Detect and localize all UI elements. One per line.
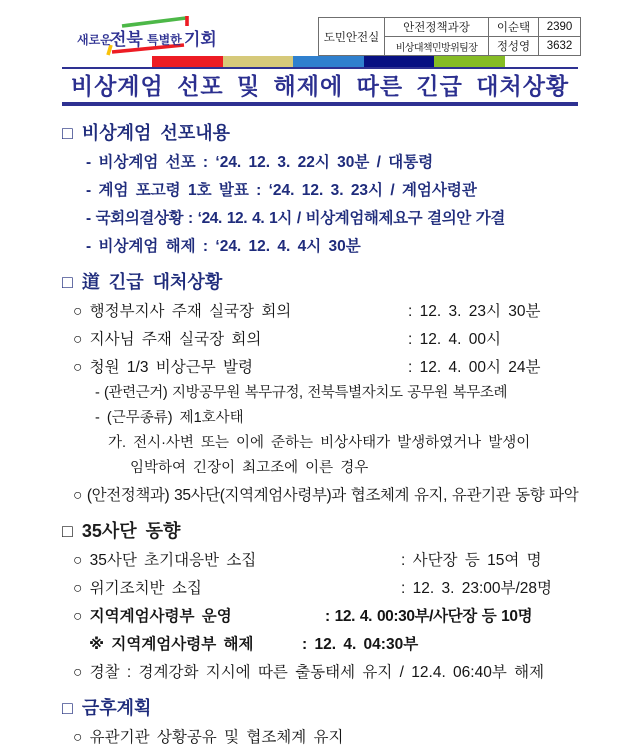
list-item (62, 152, 578, 173)
list-item-text: - 계엄 포고령 1호 발표 : ‘24. 12. 3. 23시 / 계엄사령관 (86, 182, 477, 199)
list-item (62, 485, 578, 506)
list-item-value: : 12. 3. 23:00부/28명 (401, 580, 552, 597)
list-item (62, 578, 578, 599)
list-item (62, 301, 578, 322)
list-item-text: 가. 전시·사변 또는 이에 준하는 비상사태가 발생하였거나 발생이 (108, 435, 531, 451)
list-item-value: : 사단장 등 15여 명 (401, 552, 542, 569)
colorbar-segment (434, 56, 505, 67)
list-item-value: : 12. 4. 00시 24분 (408, 359, 541, 376)
list-item-text: - 국회의결상황 : ‘24. 12. 4. 1시 / 비상계엄해제요구 결의안 가결 (86, 210, 505, 227)
section-heading: □ 35사단 동향 (62, 521, 181, 541)
title-block (62, 56, 578, 106)
logo-text-4: 기회 (184, 30, 217, 49)
list-item-value: : 12. 4. 00시 (408, 331, 501, 348)
contact-table (318, 17, 580, 56)
list-item (62, 727, 578, 748)
logo-text-3: 특별한 (147, 33, 182, 47)
list-subitem (62, 384, 578, 403)
list-item (62, 357, 578, 378)
list-item (62, 180, 578, 201)
contact-title-2: 비상대책민방위팀장 (385, 37, 489, 56)
list-item-value: : 12. 4. 04:30부 (302, 636, 419, 653)
list-item-text: - (관련근거) 지방공무원 복무규정, 전북특별자치도 공무원 복무조례 (95, 385, 508, 401)
list-item-text: ○ (안전정책과) 35사단(지역계엄사령부)과 협조체계 유지, 유관기관 동향 파악 (73, 487, 579, 504)
list-item (62, 236, 578, 257)
section-future-plan (62, 697, 578, 748)
list-item-label: ○ 위기조치반 소집 (73, 580, 202, 597)
list-item-label: ○ 지사님 주재 실국장 회의 (73, 331, 262, 348)
document-body (62, 108, 578, 748)
list-item-text: ○ 유관기관 상황공유 및 협조체계 유지 (73, 729, 344, 746)
contact-row (319, 18, 581, 37)
list-subitem (62, 434, 578, 453)
list-item-text: 임박하여 긴장이 최고조에 이른 경우 (130, 460, 369, 476)
list-item-label: ○ 35사단 초기대응반 소집 (73, 552, 257, 569)
contact-phone-2: 3632 (539, 37, 581, 56)
list-item-text: - 비상계엄 선포 : ‘24. 12. 3. 22시 30분 / 대통령 (86, 154, 434, 171)
list-item (62, 208, 578, 229)
colorbar-segment (223, 56, 294, 67)
decorative-colorbar (152, 56, 505, 67)
section-province-response (62, 271, 578, 506)
list-item (62, 550, 578, 571)
list-subitem (62, 409, 578, 428)
logo-text-1: 새로운 (77, 33, 112, 47)
colorbar-segment (364, 56, 435, 67)
contact-name-1: 이순택 (489, 18, 539, 37)
logo-text-2: 전북 (110, 30, 143, 49)
list-item-text: - (근무종류) 제1호사태 (95, 410, 244, 426)
jeonbuk-slogan-logo (64, 14, 254, 60)
list-item (62, 662, 578, 683)
list-subitem (62, 634, 578, 655)
list-item (62, 329, 578, 350)
colorbar-segment (152, 56, 223, 67)
list-item-label: ○ 행정부지사 주재 실국장 회의 (73, 303, 292, 320)
list-item-label: ○ 청원 1/3 비상근무 발령 (73, 359, 253, 376)
list-item-text: - 비상계엄 해제 : ‘24. 12. 4. 4시 30분 (86, 238, 361, 255)
list-item (62, 606, 578, 627)
section-declaration (62, 122, 578, 257)
section-heading: □ 금후계획 (62, 698, 152, 718)
list-item-text: ○ 경찰 : 경계강화 지시에 따른 출동태세 유지 / 12.4. 06:40부 해제 (73, 664, 545, 681)
list-subitem (62, 459, 578, 478)
contact-phone-1: 2390 (539, 18, 581, 37)
contact-office: 도민안전실 (319, 18, 385, 56)
list-item-label: ○ 지역계엄사령부 운영 (73, 608, 232, 625)
contact-title-1: 안전정책과장 (385, 18, 489, 37)
section-35division (62, 520, 578, 683)
list-item-label: ※ 지역계엄사령부 해제 (89, 636, 254, 653)
contact-name-2: 정성영 (489, 37, 539, 56)
page-title: 비상계엄 선포 및 해제에 따른 긴급 대처상황 (70, 73, 570, 99)
list-item-value: : 12. 3. 23시 30분 (408, 303, 541, 320)
title-rule-bottom (62, 102, 578, 106)
logo-green-stroke (122, 18, 186, 26)
colorbar-segment (293, 56, 364, 67)
list-item-value: : 12. 4. 00:30부/사단장 등 10명 (325, 608, 533, 625)
section-heading: □ 道 긴급 대처상황 (62, 272, 223, 292)
section-heading: □ 비상계엄 선포내용 (62, 123, 230, 143)
